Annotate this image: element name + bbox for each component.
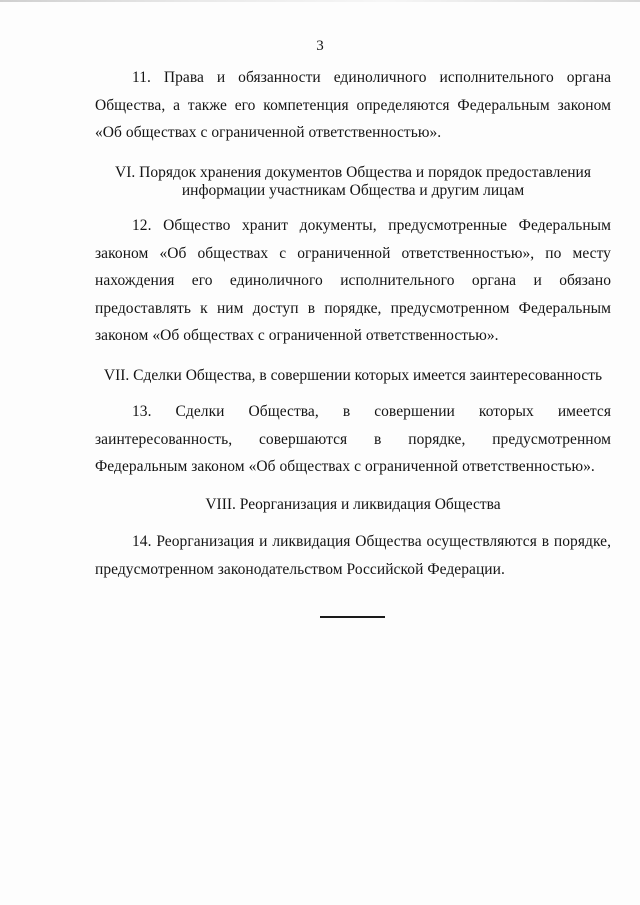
section-7-heading: VII. Сделки Общества, в совершении которых имеется заинтересованность [103,367,603,384]
end-rule [320,616,385,618]
scan-edge [0,0,640,2]
paragraph-14: 14. Реорганизация и ликвидация Общества осуществляются в порядке, предусмотренном законодательством Российской Федерации. [95,533,611,578]
paragraph-12: 12. Общество хранит документы, предусмотренные Федеральным законом «Об обществах с ограниченной ответственностью», по месту нахождения его единоличного исполнительного органа и обязано предоставлять к ним доступ в порядке, предусмотренном Федеральным законом «Об обществах с ограниченной ответственностью». [95,217,611,345]
paragraph-11: 11. Права и обязанности единоличного исполнительного органа Общества, а также его компетенция определяются Федеральным законом «Об обществах с ограниченной ответственностью». [95,69,611,142]
section-6-heading [95,164,611,199]
page-number: 3 [316,38,324,54]
section-6-heading-line-2: информации участникам Общества и другим лицам [181,181,525,199]
section-8-heading: VIII. Реорганизация и ликвидация Общества [205,496,501,513]
section-6-heading-line-1: VI. Порядок хранения документов Общества и порядок предоставления [115,164,591,181]
paragraph-13: 13. Сделки Общества, в совершении которых имеется заинтересованность, совершаются в порядке, предусмотренном Федеральным законом «Об обществах с ограниченной ответственностью». [95,403,611,476]
